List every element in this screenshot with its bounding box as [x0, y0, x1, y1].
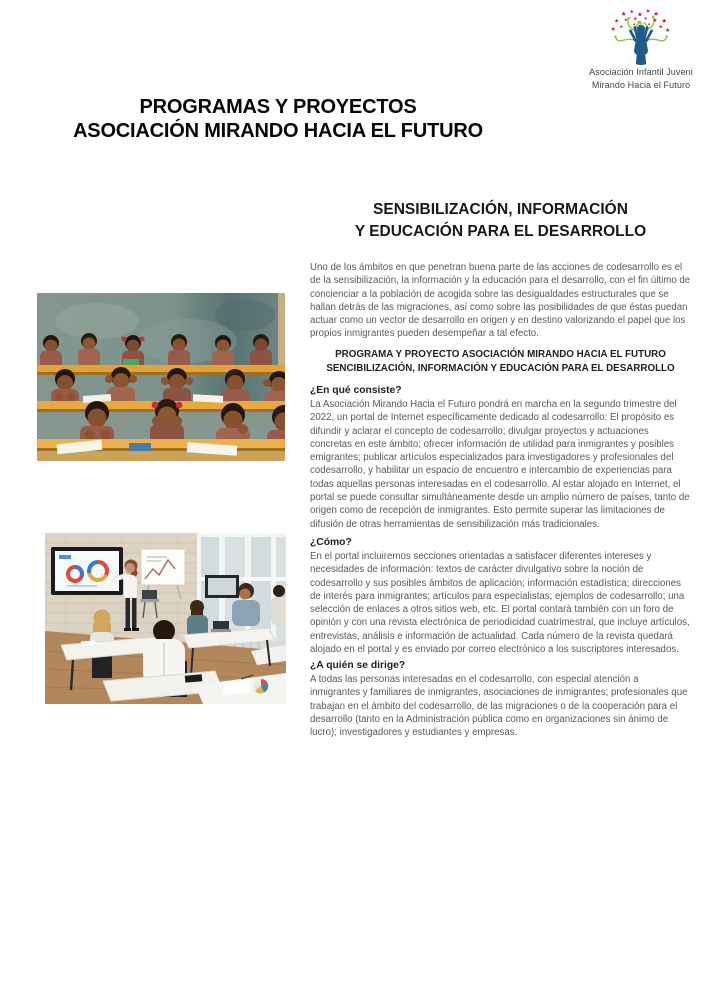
- page-title-line2: ASOCIACIÓN MIRANDO HACIA EL FUTURO: [73, 119, 483, 142]
- logo-text-line2: Mirando Hacia el Futuro: [591, 79, 691, 90]
- intro-paragraph: Uno de los ámbitos en que penetran buena parte de las acciones de codesarrollo es el de la sensibilización, la información y la educación para el desarrollo, con el fin último de concienciar a la población de acogida sobre las desigualdades estructurales que se hallan detrás de las migraciones, así como sobre las posibilidades de que éstas puedan actuar como un vector de desarrollo en origen y en destino valorizando el papel que los propios inmigrantes pueden desempeñar a tal efecto.: [310, 262, 691, 340]
- page-title: [0, 96, 556, 143]
- section-heading: ¿En qué consiste?: [310, 385, 402, 396]
- section-body: A todas las personas interesadas en el codesarrollo, con especial atención a inmigrantes y familiares de inmigrantes, asociaciones de inmigrantes; profesionales que trabajan en el ámbito del codesarrollo, de las migraciones o de la cooperación para el desarrollo (tanto en la Administración pública como en organizaciones sin ánimo de lucro); investigadores y estudiantes y empresas.: [310, 674, 688, 739]
- program-heading: [310, 348, 691, 375]
- hands-tree-logo-icon: [606, 8, 676, 66]
- photo-training-room: [45, 533, 286, 704]
- section-title: [310, 199, 691, 242]
- section-a-quien-se-dirige: [310, 659, 691, 739]
- section-title-line2: Y EDUCACIÓN PARA EL DESARROLLO: [354, 222, 647, 240]
- photo-classroom-children: [37, 293, 285, 461]
- section-body: La Asociación Mirando Hacia el Futuro pondrá en marcha en la segundo trimestre del 2022, un portal de Internet específicamente dedicado al codesarrollo: El propósito es difundir y aclarar el concepto de codesarrollo; divulgar proyectos y actuaciones concretas en este ámbito; ofrecer información de utilidad para inmigrantes y posibles emigrantes; publicar artículos especializados para investigadores y profesionales del codesarrollo, y habilitar un espacio de encuentro e intercambio de experiencias para todas aquellas personas interesadas en el codesarrollo. Al estar alojado en Internet, el portal se puede consultar simultáneamente desde un amplio número de países, tanto de origen como de recepción de inmigrantes. Esto permite superar las limitaciones de difusión de otras herramientas de sensibilización más tradicionales.: [310, 399, 690, 530]
- program-heading-line1: PROGRAMA Y PROYECTO ASOCIACIÓN MIRANDO HACIA EL FUTURO: [335, 349, 666, 360]
- section-como: [310, 536, 691, 656]
- section-body: En el portal incluiremos secciones orientadas a satisfacer diferentes intereses y necesidades de información: textos de carácter divulgativo sobre la noción de codesarrollo y sus posibles ámbitos de aplicación; información estadística; direcciones de interés para inmigrantes; artículos para especialistas; ejemplos de codesarrollo; una selección de enlaces a otros sitios web, etc. El portal contará también con un foro de opinión y con una revista electrónica de periodicidad cuatrimestral, que incluye artículos, entrevistas, análisis e información de actualidad. Cada número de la revista quedará alojado en el portal y es enviado por correo electrónico a los suscriptores interesados.: [310, 551, 690, 656]
- section-en-que-consiste: [310, 384, 691, 531]
- page-title-line1: PROGRAMAS Y PROYECTOS: [139, 96, 417, 118]
- section-heading: ¿Cómo?: [310, 537, 352, 548]
- logo-text-line1: Asociación Infantil Juveni: [589, 67, 693, 77]
- association-logo: [577, 8, 705, 91]
- section-heading: ¿A quién se dirige?: [310, 660, 406, 671]
- program-heading-line2: SENCIBILIZACIÓN, INFORMACIÓN Y EDUCACIÓN PARA EL DESARROLLO: [326, 362, 675, 374]
- section-title-line1: SENSIBILIZACIÓN, INFORMACIÓN: [373, 201, 628, 218]
